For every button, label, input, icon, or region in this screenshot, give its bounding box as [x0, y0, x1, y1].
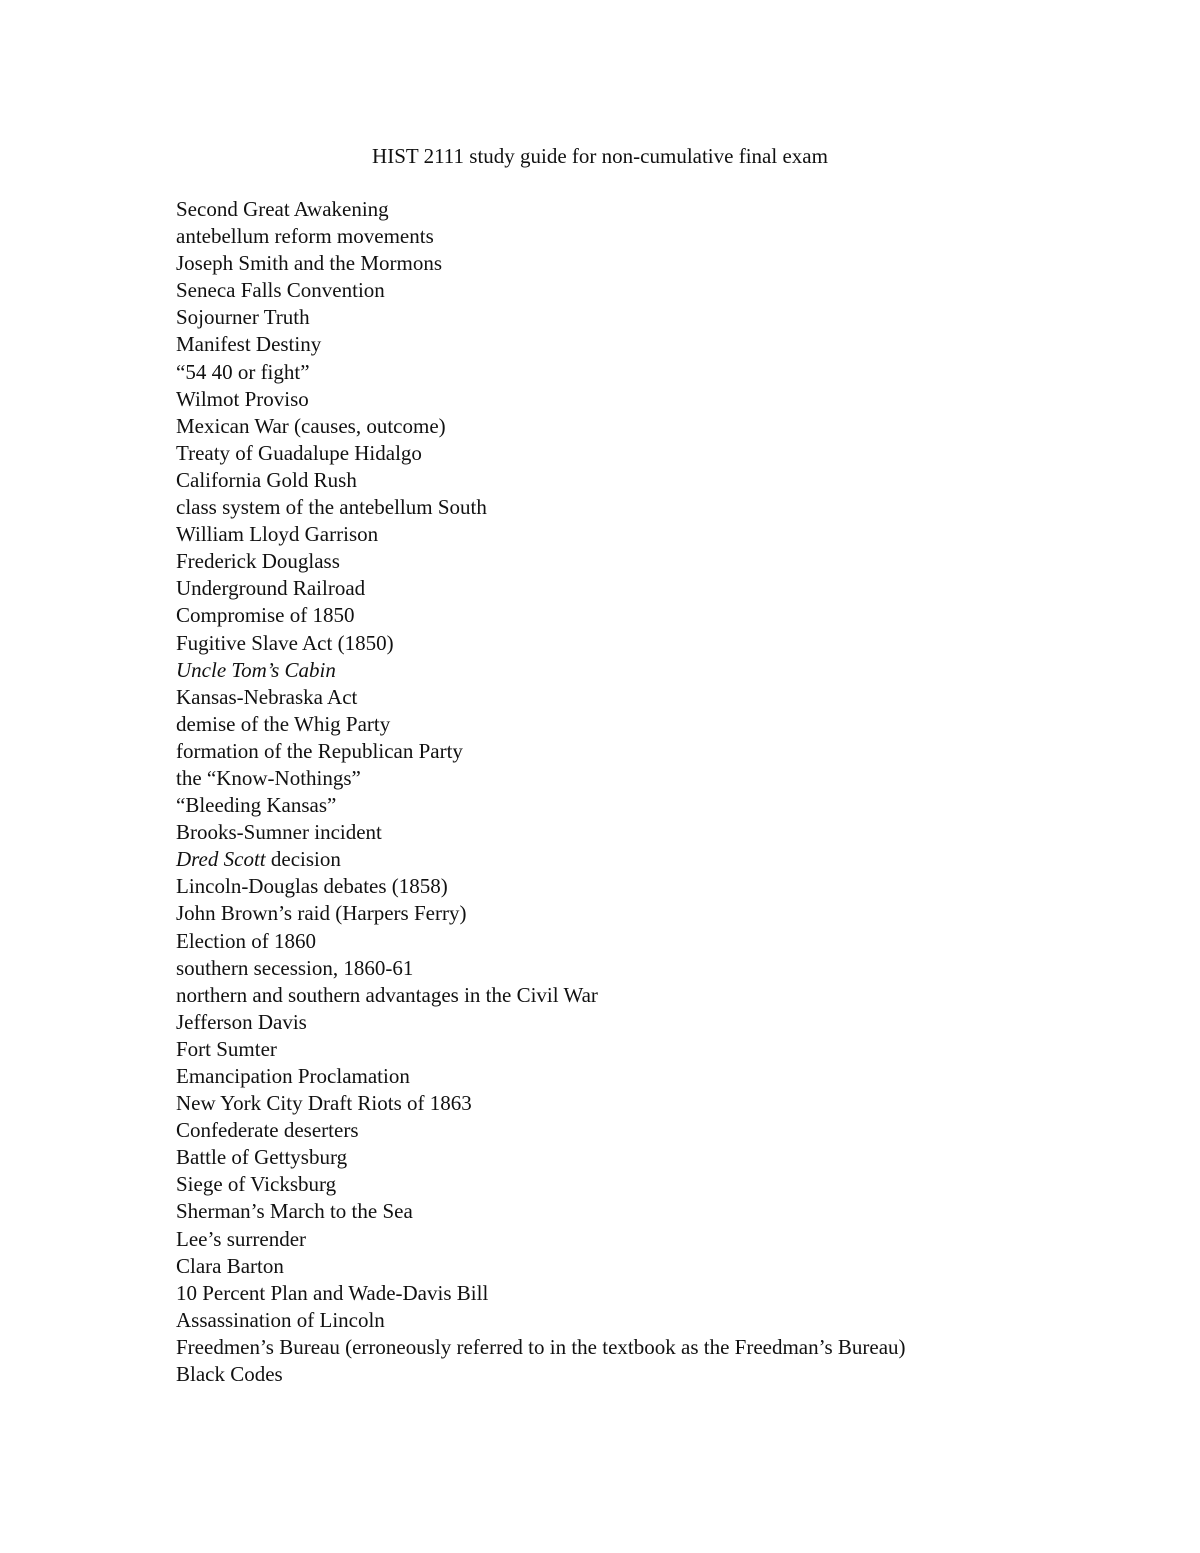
- topic-item: Election of 1860: [176, 928, 316, 953]
- topic-item: Fort Sumter: [176, 1036, 277, 1061]
- topic-item: Sherman’s March to the Sea: [176, 1199, 413, 1224]
- topic-list: [176, 196, 906, 1388]
- topic-item: antebellum reform movements: [176, 224, 434, 249]
- topic-item: Frederick Douglass: [176, 549, 340, 574]
- topic-item: Kansas-Nebraska Act: [176, 684, 358, 709]
- topic-item: Compromise of 1850: [176, 603, 355, 628]
- topic-item: Black Codes: [176, 1362, 283, 1387]
- topic-item: Second Great Awakening: [176, 197, 389, 221]
- topic-item: New York City Draft Riots of 1863: [176, 1091, 472, 1116]
- topic-item: Freedmen’s Bureau (erroneously referred to in the textbook as the Freedman’s Bureau): [176, 1334, 906, 1359]
- topic-item: Seneca Falls Convention: [176, 278, 385, 303]
- topic-item: Emancipation Proclamation: [176, 1064, 410, 1088]
- topic-item: William Lloyd Garrison: [176, 522, 379, 547]
- topic-item: Treaty of Guadalupe Hidalgo: [176, 440, 422, 465]
- topic-item: demise of the Whig Party: [176, 711, 391, 736]
- topic-item: Siege of Vicksburg: [176, 1172, 337, 1197]
- topic-item: Assassination of Lincoln: [176, 1307, 385, 1332]
- topic-item: Clara Barton: [176, 1253, 284, 1278]
- document-title: HIST 2111 study guide for non-cumulative final exam: [372, 144, 828, 168]
- topic-item: Fugitive Slave Act (1850): [176, 630, 394, 655]
- topic-item: southern secession, 1860-61: [176, 955, 414, 980]
- topic-item: Underground Railroad: [176, 576, 366, 601]
- topic-item: Sojourner Truth: [176, 305, 310, 330]
- topic-item: “Bleeding Kansas”: [176, 793, 337, 818]
- topic-item: Jefferson Davis: [176, 1009, 307, 1034]
- topic-item: Manifest Destiny: [176, 332, 322, 357]
- topic-item: Battle of Gettysburg: [176, 1145, 348, 1170]
- topic-item: 10 Percent Plan and Wade-Davis Bill: [176, 1280, 489, 1305]
- topic-item-dred-scott: [176, 846, 906, 873]
- topic-item: John Brown’s raid (Harpers Ferry): [176, 901, 467, 926]
- case-name: Dred Scott: [176, 847, 266, 872]
- topic-item: the “Know-Nothings”: [176, 765, 361, 790]
- topic-item: northern and southern advantages in the Civil War: [176, 982, 598, 1007]
- topic-item: California Gold Rush: [176, 467, 357, 492]
- topic-item: Brooks-Sumner incident: [176, 820, 382, 845]
- topic-item: Wilmot Proviso: [176, 386, 309, 411]
- topic-item: Joseph Smith and the Mormons: [176, 251, 442, 276]
- case-suffix: decision: [265, 847, 341, 872]
- topic-item: class system of the antebellum South: [176, 495, 487, 520]
- topic-item: Lincoln-Douglas debates (1858): [176, 874, 448, 899]
- topic-item: Confederate deserters: [176, 1118, 359, 1143]
- topic-item: formation of the Republican Party: [176, 738, 463, 763]
- topic-item: Mexican War (causes, outcome): [176, 413, 446, 438]
- topic-item-book-title: Uncle Tom’s Cabin: [176, 657, 336, 682]
- topic-item: “54 40 or fight”: [176, 359, 310, 384]
- topic-item: Lee’s surrender: [176, 1226, 307, 1251]
